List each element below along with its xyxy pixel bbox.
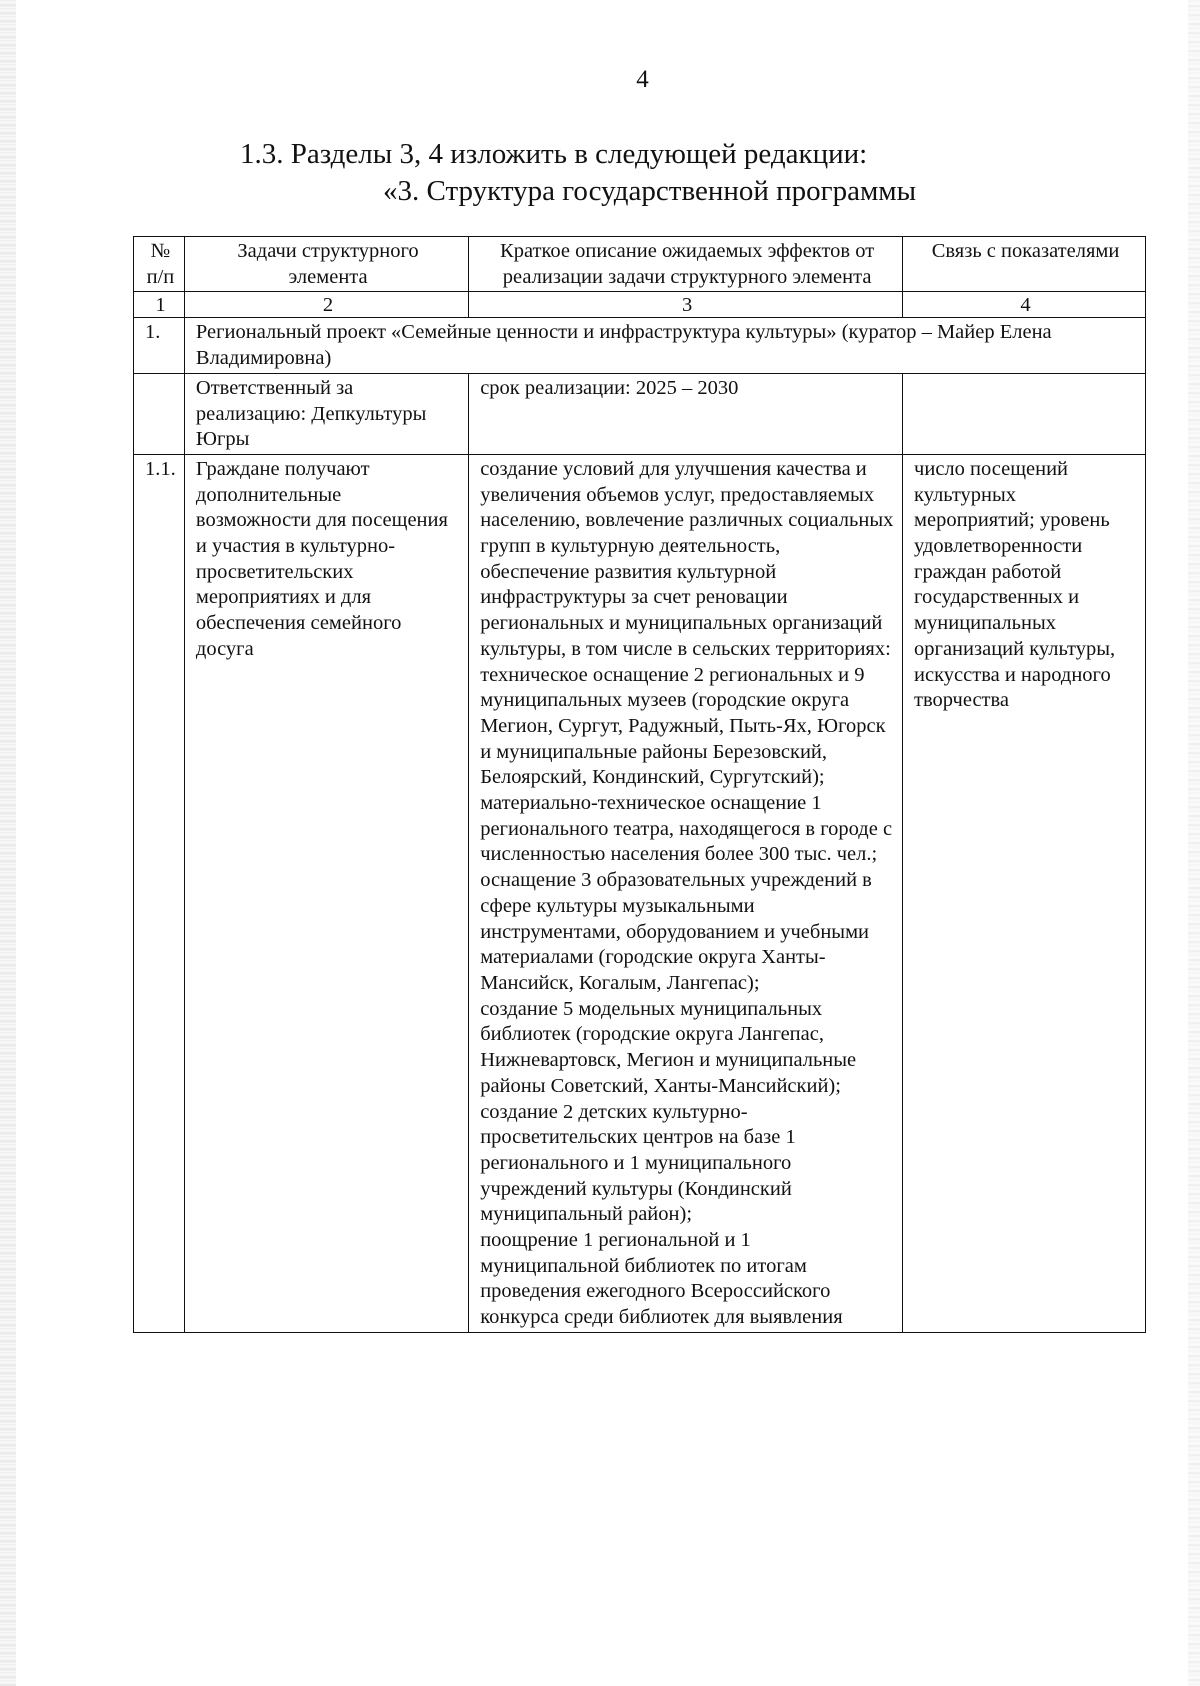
section-heading: «3. Структура государственной программы [383,175,917,207]
effect-item: создание 2 детских культурно-просветительских центров на базе 1 регионального и 1 муниципального учреждений культуры (Кондинский муниципальный район); [480,1100,796,1226]
effect-item: материально-техническое оснащение 1 регионального театра, находящегося в городе с численностью населения более 300 тыс. чел.; [480,792,893,866]
program-structure-table [133,236,1146,1333]
section-number: 1. [134,318,185,373]
effect-item: создание 5 модельных муниципальных библиотек (городские округа Лангепас, Нижневартовск, Мегион и муниципальные районы Советский, Ханты-Мансийский); [480,997,857,1097]
header-effects: Краткое описание ожидаемых эффектов от реализации задачи структурного элемента [469,237,903,292]
amendment-heading: 1.3. Разделы 3, 4 изложить в следующей редакции: [240,138,868,170]
responsible-row [134,373,1146,454]
column-number-row [134,292,1146,318]
row-number: 1.1. [134,454,185,1332]
row-indicators: число посещений культурных мероприятий; уровень удовлетворенности граждан работой государственных и муниципальных организаций культуры, искусства и народного творчества [903,454,1146,1332]
effect-item: поощрение 1 региональной и 1 муниципальной библиотек по итогам проведения ежегодного Всероссийского конкурса среди библиотек для выявления [480,1229,843,1329]
page-number: 4 [636,66,649,93]
effect-item: оснащение 3 образовательных учреждений в сфере культуры музыкальными инструментами, оборудованием и учебными материалами (городские округа Ханты-Мансийск, Когалым, Лангепас); [480,869,872,994]
effect-item: создание условий для улучшения качества и увеличения объемов услуг, предоставляемых населению, вовлечение различных социальных групп в культурную деятельность, обеспечение развития культурной инфраструктуры за счет реновации региональных и муниципальных организаций культуры, в том числе в сельских территориях: [480,457,894,660]
header-number: № п/п [134,237,185,292]
section-title: Региональный проект «Семейные ценности и инфраструктура культуры» (куратор – Майер Елена Владимировна) [184,318,1145,373]
responsible-label: Ответственный за реализацию: Депкультуры Югры [184,373,468,454]
column-number-3: 3 [469,292,903,318]
table-header-row [134,237,1146,292]
row-task: Граждане получают дополнительные возможности для посещения и участия в культурно-просветительских мероприятиях и для обеспечения семейного досуга [184,454,468,1332]
section-row [134,318,1146,373]
header-task: Задачи структурного элемента [184,237,468,292]
scan-edge-right [1188,0,1200,1686]
scan-edge-left [0,0,16,1686]
effect-item: техническое оснащение 2 региональных и 9 муниципальных музеев (городские округа Мегион, Сургут, Радужный, Пыть-Ях, Югорск и муниципальные районы Березовский, Белоярский, Кондинский, Сургутский); [480,663,886,789]
responsible-empty-cell-2 [903,373,1146,454]
column-number-1: 1 [134,292,185,318]
responsible-term: срок реализации: 2025 – 2030 [469,373,903,454]
row-effects [469,454,903,1332]
column-number-4: 4 [903,292,1146,318]
responsible-empty-cell [134,373,185,454]
header-indicators: Связь с показателями [903,237,1146,292]
table-row [134,454,1146,1332]
column-number-2: 2 [184,292,468,318]
